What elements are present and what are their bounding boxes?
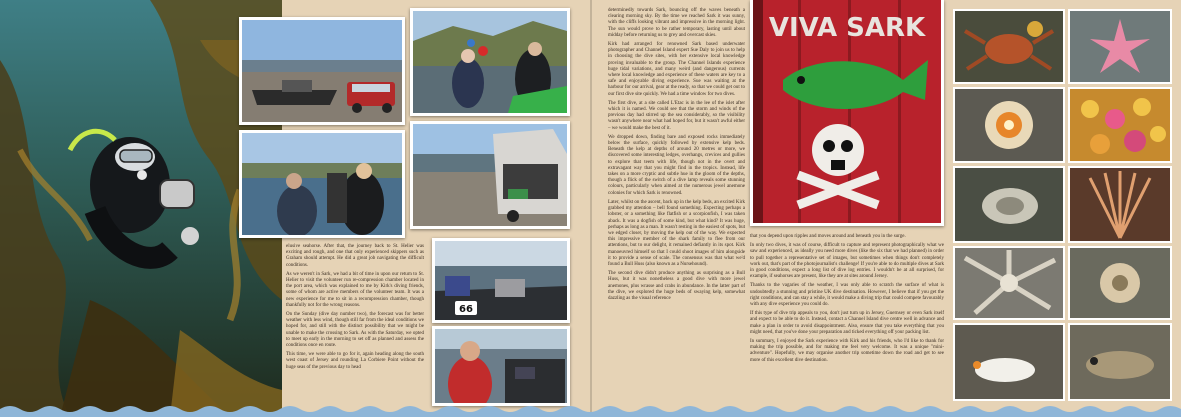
door-sign-text: VIVA SARK [768, 13, 926, 43]
gallery-sea-slug [953, 166, 1065, 243]
article-paragraph: On the Sunday (dive day number two), the forecast was for better weather with less wind, though still far from the ideal conditions we hoped for, and still with the distinct possibility that we might be unable to make the crossing to Sark. As with the Saturday, we opted to meet up early in the morning to set off as planned and assess the conditions once en route. [286, 312, 424, 349]
gallery-nudibranch [953, 323, 1065, 401]
gallery-cup-coral [1068, 246, 1172, 320]
article-column-2 [608, 8, 745, 305]
article-paragraph: Thanks to the vagaries of the weather, I was only able to scratch the surface of what is undoubtedly a stunning and pristine UK dive destination. However, I believe that if you get the right conditions, and can stay a while, it would make a diving trip that could compete favourably with any dive experience you could do. [750, 283, 944, 308]
gallery-jewel-anemone [953, 87, 1065, 163]
article-paragraph: This time, we were able to go for it, again heading along the south west coast of Jersey and rounding La Corbiere Point without the huge seas of the previous day to head [286, 352, 424, 370]
gallery-anemone-colony [1068, 87, 1172, 163]
article-paragraph: In only two dives, it was of course, difficult to capture and represent photographically what we saw and experienced, as ideally you need more dives (like the six that we had planned) in order to pull together a representative set of images, but sometimes when things don't completely work out, that's part of the photojournalist's challenge! If you're able to do multiple dives at Sark in good conditions, expect a long list of dive log entries. I wouldn't be at all surprised, for example, if seahorses are present, like they are at sites around Jersey. [750, 243, 944, 280]
article-paragraph: If this type of dive trip appeals to you, don't just turn up in Jersey, Guernsey or even Sark itself and expect to be able to do it. Instead, contact a Channel Island dive centre well in advance and make a plan in order to avoid disappointment. Also, ensure that you take everything that you might need, that you've done your preparation and ticked everything off your packing list. [750, 311, 944, 335]
article-paragraph: Later, whilst on the ascent, back up in the kelp beds, an excited Kirk grabbed my attention – bell found something. Expecting perhaps a lobster, or a something like flatfish or a scorpionfish, I was taken aback. It was a dogfish of some kind, but what kind? It was huge, perhaps as long as a man. It wasn't resting in the easiest of spots, but we edged closer, by moving the kelp out of the way. We expected this impressive member of the shark family to flee from our attentions, but to our delight, it remained defiantly in its spot. Kirk manoeuvred himself so that I could shoot images of him alongside it to provide a sense of scale. The consensus was that what we'd found a Bull Huss (also known as a Nursehound). [608, 199, 745, 267]
photo-divers-with-balloons [410, 8, 570, 116]
photo-viva-sark-door [750, 0, 944, 226]
photo-divers-on-rib [239, 130, 405, 238]
article-column-3 [750, 234, 944, 367]
gallery-blenny [1068, 323, 1172, 401]
article-paragraph: determinedly towards Sark, bouncing off the waves beneath a clearing morning sky. By the time we reached Sark it was sunny, with the cliffs looking vibrant and impressive in the morning light. The sun would prove to be rather temporary, lasting until about midday before returning us to grey and overcast skies. [608, 8, 745, 38]
spread-gutter [590, 0, 592, 417]
photo-skipper-at-helm [432, 326, 570, 406]
photo-rib-boats-harbour [432, 238, 570, 323]
gallery-brittle-star [953, 246, 1065, 320]
article-paragraph: Kirk had arranged for renowned Sark based underwater photographer and Channel Island expert Sue Daly to join us to help in choosing the dive sites, with her extensive local knowledge proving invaluable to the group. The Channel Islands experience huge tidal variations, and many weird (and dangerous) currents where local knowledge and experience of these waters are key to a safe and enjoyable diving experience. Sue was waiting at the harbour for our arrival, gear at the ready, so that we could get out to our first dive site quickly. We had a time window for two dives. [608, 42, 745, 97]
photo-harbour-with-car [410, 121, 570, 229]
article-paragraph: As we weren't in Sark, we had a bit of time in upon our return to St. Helier to visit the volunteer run re-compression chamber located in the port area, which was explained to me by Kirk's diving friends, some of whom are active members of the volunteer team. It was a new experience for me to sit in a recompression chamber, though thankfully not for the wrong reasons. [286, 271, 424, 308]
wave-footer [0, 401, 1181, 417]
article-paragraph: In summary, I enjoyed the Sark experience with Kirk and his friends, who I'd like to thank for making the trip possible, and for making me feel very welcome. It was a unique "mini-adventure". Hopefully, we may organise another trip sometime down the road and get to see more of this excellent dive destination. [750, 339, 944, 363]
gallery-starfish [1068, 9, 1172, 84]
article-paragraph: The second dive didn't produce anything as surprising as a Bull Huss, but it was nonetheless a good dive with more jewel anemones, plus wrasse and crabs in abundance. In the latter part of the dive, we explored the huge beds of swaying kelp, somewhat dazzling as the visual reference [608, 271, 745, 301]
article-paragraph: elusive seahorse. After that, the journey back to St. Helier was exciting and rough, and one that only experienced skippers such as Graham should attempt. He did a great job navigating the difficult conditions. [286, 244, 424, 268]
article-paragraph: that you depend upon ripples and moves around and beneath you in the surge. [750, 234, 906, 239]
article-column-1 [286, 244, 424, 374]
article-paragraph: We dropped down, finding bare and exposed rocks immediately below the surface, quickly followed by extensive kelp beds. Beneath the kelp at depths of around 20 metres or more, we discovered some interesting ledges, overhangs, crevices and gullies to explore that teem with life, though not in the overt and extravagant way that you might find in the tropics. Instead, life takes on a more cryptic and subtle hue in the gloom of the depths, though a flick of the switch of a dive lamp reveals some stunning colours, particularly when aimed at the numerous jewel anemone colonies for which Sark is renowned. [608, 134, 745, 196]
photo-boat-on-trailer [239, 17, 405, 125]
article-paragraph: The first dive, at a site called L'Etac is in the lee of the islet after which it is named. We could see that the storm and winds of the previous day had stirred up the sea considerably, so the visibility wasn't anywhere near what had hoped for, but it wasn't awful either – we would make the best of it. [608, 100, 745, 131]
gallery-fan-worm [1068, 166, 1172, 243]
gallery-crab [953, 9, 1065, 84]
boat-number-text: 66 [459, 304, 473, 315]
